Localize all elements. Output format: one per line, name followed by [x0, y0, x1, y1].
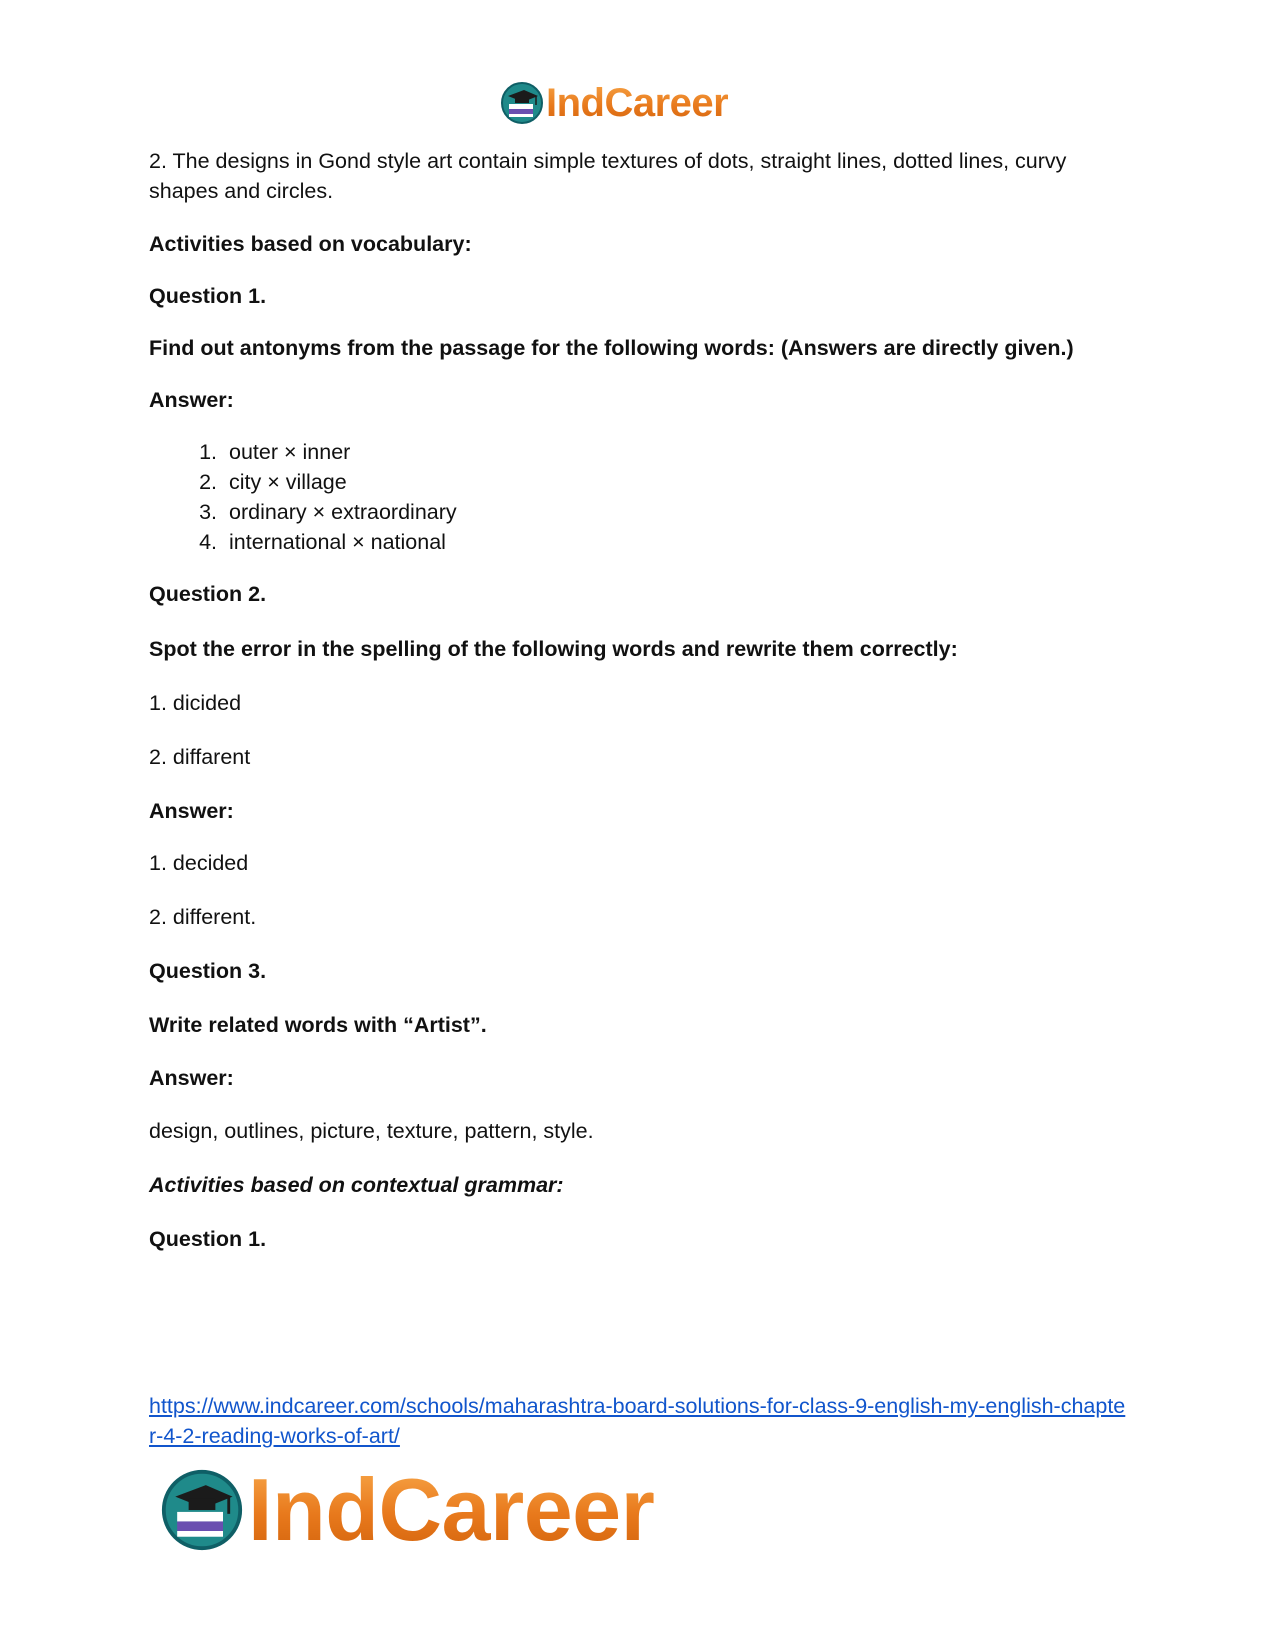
list-item: 1. outer × inner [223, 437, 1129, 467]
question-2-prompt: Spot the error in the spelling of the following words and rewrite them correctly: [149, 637, 958, 661]
question-2-label: Question 2. [149, 582, 267, 606]
document-body [149, 146, 1129, 1254]
corrected-word: 1. decided [149, 851, 249, 875]
source-url-link[interactable]: https://www.indcareer.com/schools/maharashtra-board-solutions-for-class-9-english-my-english-chapter-4-2-reading-works-of-art/ [149, 1394, 1126, 1448]
section-heading-grammar: Activities based on contextual grammar: [149, 1173, 564, 1197]
intro-paragraph: 2. The designs in Gond style art contain simple textures of dots, straight lines, dotted lines, curvy shapes and circles. [149, 149, 1067, 203]
question-1-prompt: Find out antonyms from the passage for the following words: (Answers are directly given.) [149, 336, 1074, 360]
misspelled-word: 2. diffarent [149, 745, 251, 769]
section-heading-vocabulary: Activities based on vocabulary: [149, 232, 472, 256]
question-3-prompt: Write related words with “Artist”. [149, 1013, 487, 1037]
antonym-list [149, 437, 1129, 557]
logo-wordmark: IndCareer [546, 80, 729, 125]
list-item: 3. ordinary × extraordinary [223, 497, 1129, 527]
indcareer-logo-bottom [160, 1460, 655, 1559]
logo-wordmark: IndCareer [248, 1460, 655, 1559]
question-1-answer-label: Answer: [149, 388, 234, 412]
source-url-block [149, 1391, 1129, 1451]
question-2-answer-label: Answer: [149, 799, 234, 823]
question-3-answer-label: Answer: [149, 1066, 234, 1090]
question-3-label: Question 3. [149, 959, 267, 983]
graduation-book-icon [500, 81, 544, 125]
indcareer-logo-top [500, 80, 728, 126]
corrected-word: 2. different. [149, 905, 257, 929]
list-item: 4. international × national [223, 527, 1129, 557]
list-item: 2. city × village [223, 467, 1129, 497]
question-1-label: Question 1. [149, 284, 267, 308]
grammar-question-1-label: Question 1. [149, 1227, 267, 1251]
misspelled-word: 1. dicided [149, 691, 242, 715]
graduation-book-icon [160, 1468, 244, 1552]
question-3-answer: design, outlines, picture, texture, pattern, style. [149, 1119, 594, 1143]
